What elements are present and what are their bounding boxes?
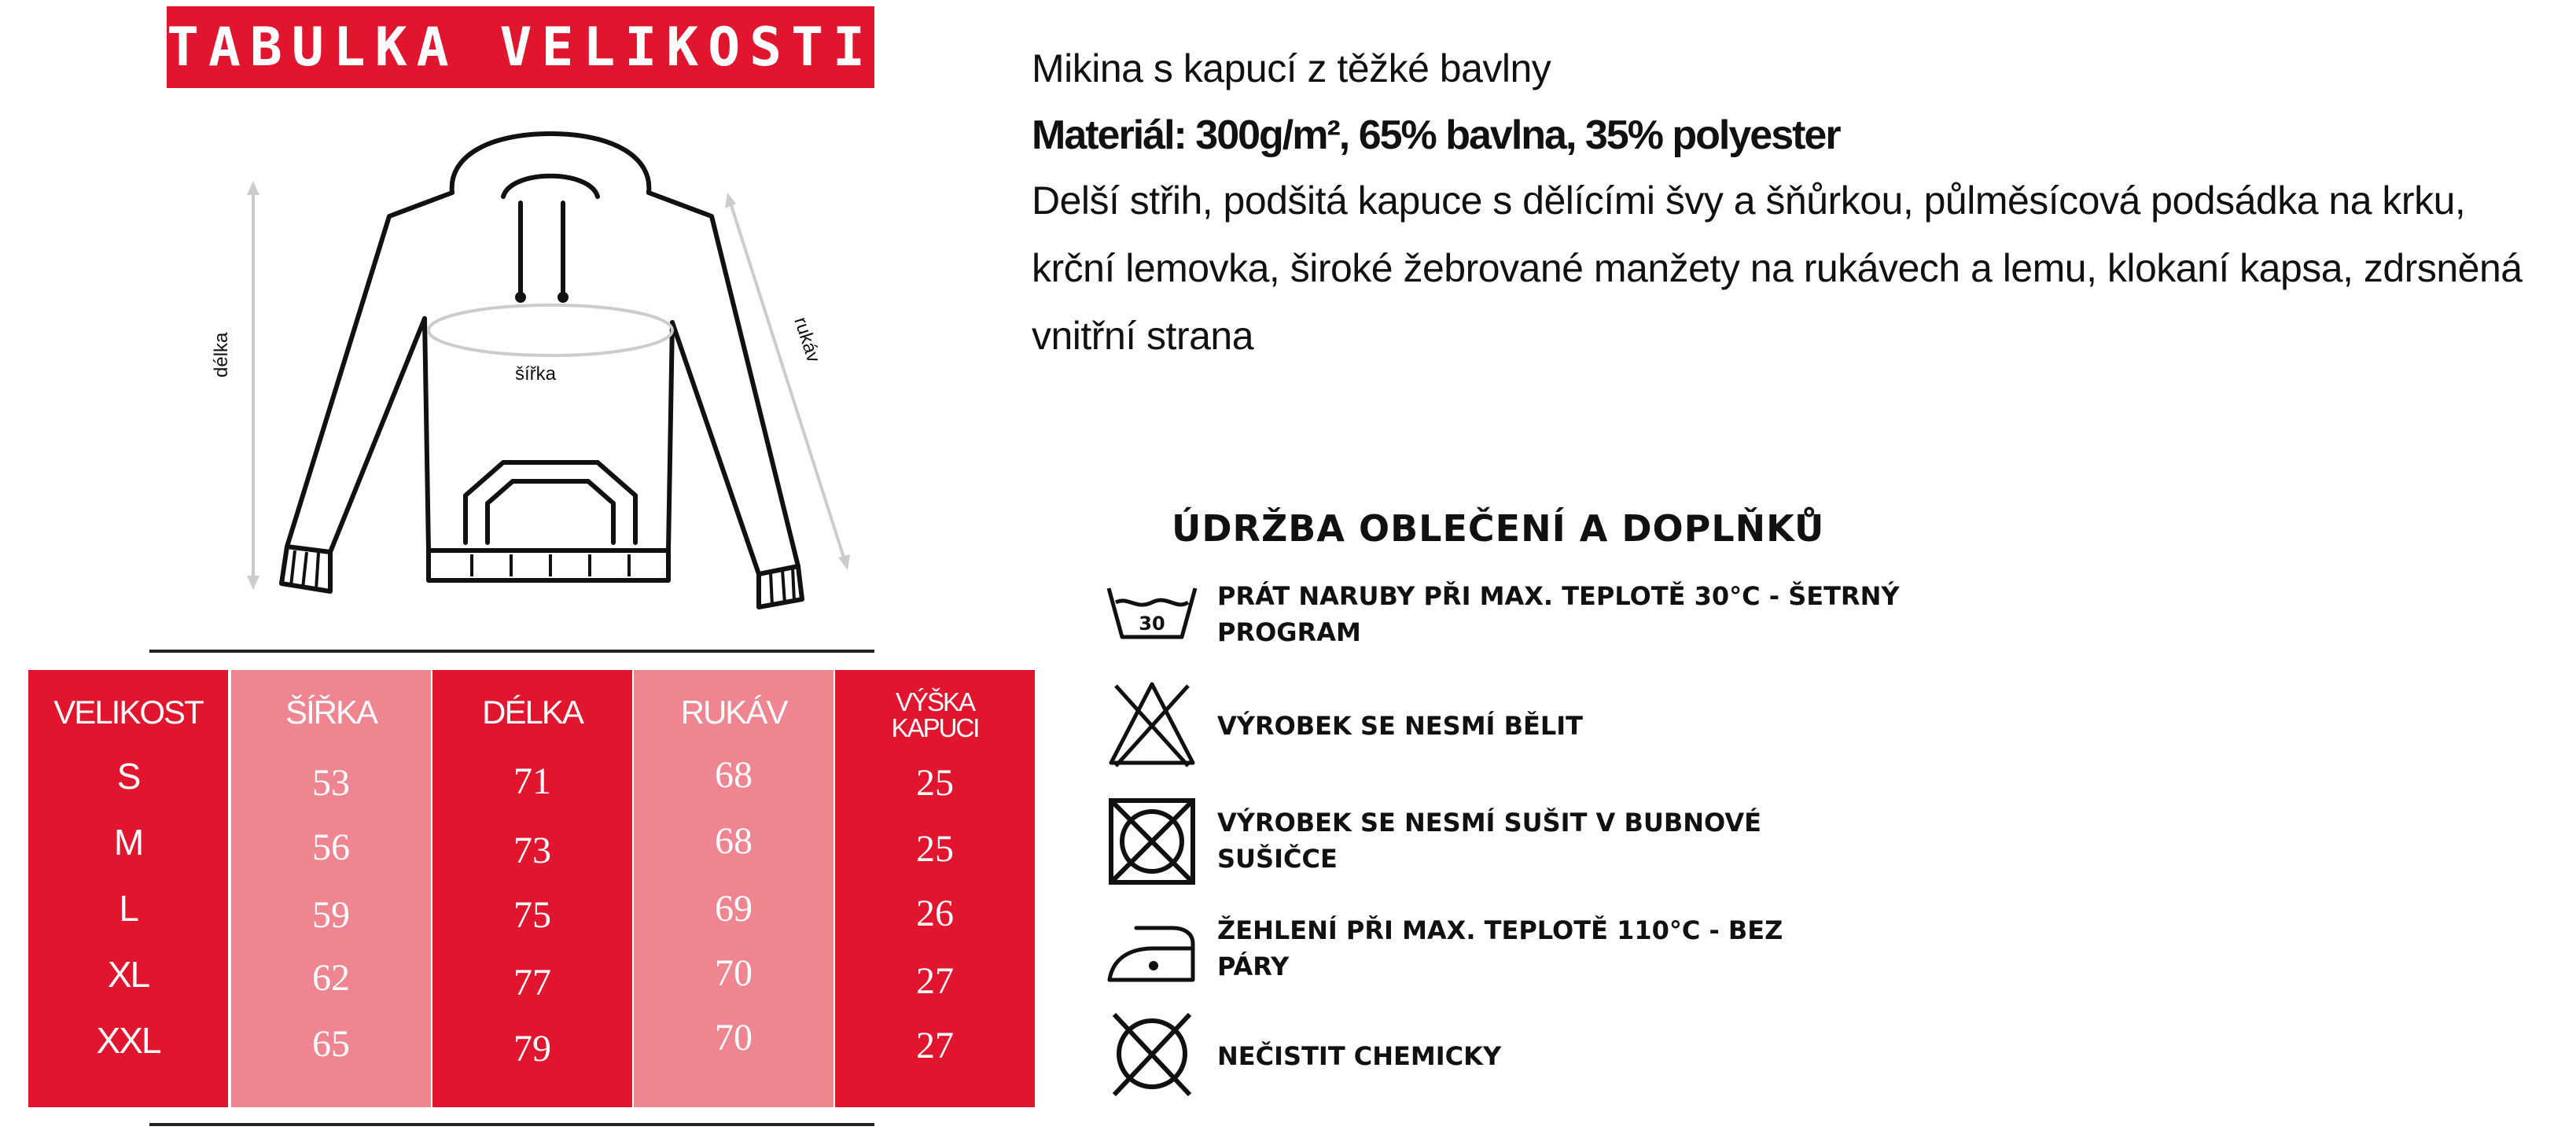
- cell-rukav: 70: [715, 1017, 753, 1059]
- care-item-no-tumble-dry: [1217, 804, 1925, 877]
- cell-sirka: 62: [312, 957, 350, 999]
- care-item-text: NEČISTIT CHEMICKY: [1217, 1041, 1502, 1071]
- cell-vyska-kapuci: 25: [916, 828, 954, 870]
- description-line: vnitřní strana: [1032, 314, 1254, 358]
- table-bottom-rule: [149, 1123, 874, 1126]
- product-name: Mikina s kapucí z těžké bavlny: [1032, 46, 1551, 90]
- rukav-label: rukáv: [789, 315, 825, 366]
- column-sirka: [231, 670, 431, 1107]
- cell-vyska-kapuci: 27: [916, 960, 954, 1002]
- care-item-text: PRÁT NARUBY PŘI MAX. TEPLOTĚ 30°C - ŠETRNÝ: [1217, 581, 1900, 611]
- delka-label: délka: [211, 332, 232, 377]
- care-item-text: VÝROBEK SE NESMÍ SUŠIT V BUBNOVÉ: [1217, 808, 1761, 838]
- header-rukav: RUKÁV: [680, 694, 787, 731]
- cell-rukav: 68: [715, 754, 753, 796]
- cell-velikost: L: [119, 888, 138, 929]
- care-item-text: ŽEHLENÍ PŘI MAX. TEPLOTĚ 110°C - BEZ: [1217, 915, 1783, 945]
- header-vyska-line2: KAPUCI: [891, 713, 979, 742]
- cell-velikost: S: [116, 756, 140, 797]
- header-delka: DÉLKA: [482, 694, 583, 731]
- cell-rukav: 70: [715, 952, 753, 994]
- description-line: krční lemovka, široké žebrované manžety na rukávech a lemu, klokaní kapsa, zdrsněná: [1032, 246, 2523, 290]
- iron-110-icon: [1105, 904, 1199, 999]
- cell-sirka: 53: [312, 762, 350, 804]
- wash-30-icon: [1105, 565, 1199, 659]
- no-dry-clean-icon: [1105, 1007, 1199, 1101]
- cell-velikost: XXL: [96, 1020, 160, 1061]
- table-top-rule: [149, 650, 874, 653]
- no-bleach-icon: [1105, 678, 1199, 772]
- title-banner: [167, 6, 874, 88]
- cell-velikost: XL: [107, 954, 149, 995]
- sirka-label: šířka: [515, 363, 557, 385]
- header-velikost: VELIKOST: [53, 694, 203, 731]
- cell-sirka: 59: [312, 894, 350, 936]
- care-section-title: ÚDRŽBA OBLEČENÍ A DOPLŇKŮ: [1172, 507, 1825, 550]
- column-delka: [432, 670, 632, 1107]
- description-line: Delší střih, podšitá kapuce s dělícími švy a šňůrkou, půlměsícová podsádka na krku,: [1032, 179, 2466, 223]
- care-item-text: PÁRY: [1217, 952, 1290, 981]
- cell-vyska-kapuci: 26: [916, 893, 954, 934]
- care-item-text: VÝROBEK SE NESMÍ BĚLIT: [1217, 711, 1583, 741]
- cell-delka: 77: [513, 962, 551, 1003]
- care-item-text: PROGRAM: [1217, 617, 1361, 647]
- header-vyska-line1: VÝŠKA: [895, 687, 975, 716]
- cell-delka: 79: [513, 1028, 551, 1070]
- care-item-no-dry-clean: [1217, 1038, 1925, 1074]
- cell-sirka: 65: [312, 1023, 350, 1065]
- care-item-no-bleach: [1217, 708, 1925, 744]
- material-text: Materiál: 300g/m², 65% bavlna, 35% polyester: [1032, 112, 1840, 158]
- care-item-iron: [1217, 912, 1925, 985]
- cell-sirka: 56: [312, 827, 350, 868]
- cell-velikost: M: [113, 822, 143, 863]
- header-sirka: ŠÍŘKA: [285, 694, 377, 731]
- column-velikost: [28, 670, 228, 1107]
- header-vyska-kapuci: [835, 689, 1035, 741]
- cell-delka: 73: [513, 830, 551, 871]
- care-item-text: SUŠIČCE: [1217, 844, 1338, 874]
- wash-temp-text: 30: [1139, 613, 1165, 635]
- cell-delka: 71: [513, 760, 551, 802]
- no-tumble-dry-icon: [1105, 794, 1199, 889]
- cell-vyska-kapuci: 27: [916, 1025, 954, 1066]
- cell-rukav: 68: [715, 820, 753, 862]
- column-rukav: [634, 670, 834, 1107]
- care-item-wash: [1217, 578, 1925, 650]
- cell-vyska-kapuci: 25: [916, 762, 954, 804]
- cell-delka: 75: [513, 894, 551, 936]
- page-title: TABULKA VELIKOSTI: [167, 16, 874, 79]
- cell-rukav: 69: [715, 888, 753, 930]
- column-vyska-kapuci: [835, 670, 1035, 1107]
